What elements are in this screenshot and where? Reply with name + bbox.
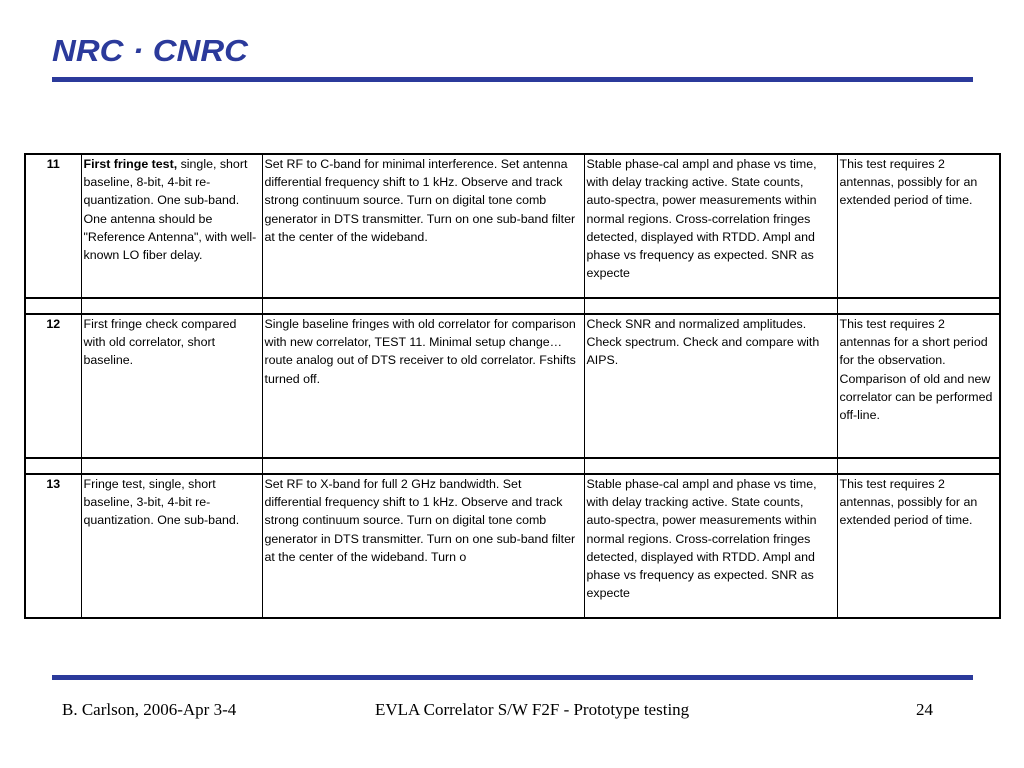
test-setup: Single baseline fringes with old correlator for comparison with new correlator, TEST 11. Minimal setup change…route analog out of DTS receiver to old correlator. Fshifts turned off.	[262, 314, 584, 458]
test-description	[81, 314, 262, 458]
test-table	[24, 153, 1001, 619]
test-description-bold: First fringe test,	[83, 157, 178, 171]
logo-text: NRC · CNRC	[52, 33, 249, 67]
test-description	[81, 154, 262, 298]
test-setup: Set RF to C-band for minimal interference. Set antenna differential frequency shift to 1 kHz. Observe and track strong continuum source. Turn on digital tone comb generator in DTS transmitter. Turn on one sub-band filter at the center of the wideband.	[262, 154, 584, 298]
test-number: 12	[25, 314, 81, 458]
test-expected-result: Stable phase-cal ampl and phase vs time, with delay tracking active. State counts, auto-spectra, power measurements within normal regions. Cross-correlation fringes detected, displayed with RTDD. Ampl and phase vs frequency as expected. SNR as expecte	[584, 154, 837, 298]
page-number: 24	[916, 700, 933, 719]
footer-author-date: B. Carlson, 2006-Apr 3-4	[62, 700, 237, 719]
table-row	[25, 314, 1000, 458]
test-description-text: First fringe check compared with old correlator, short baseline.	[83, 317, 237, 368]
footer-title: EVLA Correlator S/W F2F - Prototype testing	[375, 700, 690, 719]
test-description-text: single, short baseline, 8-bit, 4-bit re-quantization. One sub-band. One antenna should be "Reference Antenna", with well-known LO fiber delay.	[83, 157, 257, 263]
table-spacer-row	[25, 458, 1000, 474]
header-divider	[52, 77, 973, 82]
footer-divider	[52, 675, 973, 680]
nrc-cnrc-logo	[52, 33, 252, 67]
table-row	[25, 474, 1000, 618]
test-number: 13	[25, 474, 81, 618]
test-description-text: Fringe test, single, short baseline, 3-bit, 4-bit re-quantization. One sub-band.	[83, 477, 240, 528]
table-spacer-row	[25, 298, 1000, 314]
test-number: 11	[25, 154, 81, 298]
test-expected-result: Check SNR and normalized amplitudes. Check spectrum. Check and compare with AIPS.	[584, 314, 837, 458]
test-notes: This test requires 2 antennas, possibly for an extended period of time.	[837, 154, 1000, 298]
table-row	[25, 154, 1000, 298]
test-expected-result: Stable phase-cal ampl and phase vs time, with delay tracking active. State counts, auto-spectra, power measurements within normal regions. Cross-correlation fringes detected, displayed with RTDD. Ampl and phase vs frequency as expected. SNR as expecte	[584, 474, 837, 618]
test-notes: This test requires 2 antennas, possibly for an extended period of time.	[837, 474, 1000, 618]
test-notes: This test requires 2 antennas for a short period for the observation. Comparison of old and new correlator can be performed off-line.	[837, 314, 1000, 458]
test-description	[81, 474, 262, 618]
test-setup: Set RF to X-band for full 2 GHz bandwidth. Set differential frequency shift to 1 kHz. Observe and track strong continuum source. Turn on digital tone comb generator in DTS transmitter. Turn on one sub-band filter at the center of the wideband. Turn o	[262, 474, 584, 618]
